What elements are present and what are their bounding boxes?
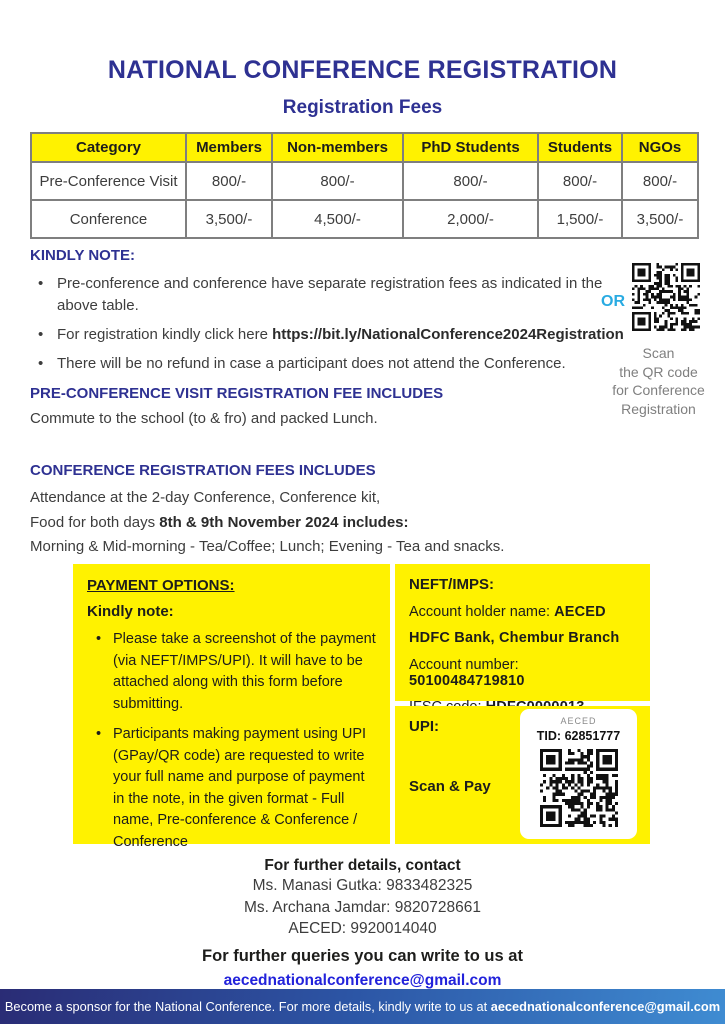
- list-item: • For registration kindly click here https://bit.ly/NationalConference2024Registration: [30, 324, 630, 346]
- payment-options-heading: PAYMENT OPTIONS:: [87, 577, 235, 594]
- footer-email-link[interactable]: aecednationalconference@gmail.com: [490, 999, 721, 1014]
- contact-heading: For further details, contact: [264, 857, 461, 874]
- fee-cell: 800/-: [272, 162, 403, 200]
- footer-text: Become a sponsor for the National Conference. For more details, kindly write to us at: [4, 999, 491, 1014]
- col-header-category: Category: [31, 133, 186, 162]
- neft-heading: NEFT/IMPS:: [409, 576, 494, 593]
- upi-payment-qr-code: [540, 749, 618, 827]
- registration-fees-table: [30, 132, 699, 239]
- conference-heading: CONFERENCE REGISTRATION FEES INCLUDES: [30, 462, 376, 479]
- fee-cell: 3,500/-: [622, 200, 698, 238]
- fee-cell: 800/-: [186, 162, 272, 200]
- sponsor-footer-bar: [0, 989, 725, 1024]
- kindly-note-section: [30, 247, 630, 382]
- upi-box: [395, 706, 650, 844]
- fee-cell: 1,500/-: [538, 200, 622, 238]
- conference-includes-line: Food for both days 8th & 9th November 2024 includes:: [30, 513, 409, 531]
- conference-includes-line: Morning & Mid-morning - Tea/Coffee; Lunch; Evening - Tea and snacks.: [30, 538, 505, 555]
- upi-qr-card: [520, 709, 637, 839]
- list-item: • Participants making payment using UPI (GPay/QR code) are requested to write your full name and purpose of payment in the note, in the given format - Full name, Pre-conference & Conference / Conference: [87, 724, 376, 853]
- payment-options-box: [73, 564, 390, 850]
- pre-conference-heading: PRE-CONFERENCE VISIT REGISTRATION FEE INCLUDES: [30, 385, 444, 402]
- conference-includes-section: [30, 462, 670, 560]
- registration-link[interactable]: https://bit.ly/NationalConference2024Registration: [272, 326, 624, 343]
- contact-email-link[interactable]: aecednationalconference@gmail.com: [223, 971, 502, 989]
- row-category: Conference: [31, 200, 186, 238]
- pre-conference-includes-section: [30, 385, 630, 427]
- fee-cell: 3,500/-: [186, 200, 272, 238]
- fee-cell: 4,500/-: [272, 200, 403, 238]
- contact-section: [0, 857, 725, 990]
- page-title: NATIONAL CONFERENCE REGISTRATION: [107, 56, 618, 84]
- upi-tid: TID: 62851777: [536, 729, 621, 743]
- contact-line: Ms. Archana Jamdar: 9820728661: [244, 898, 481, 916]
- upi-card-title: AECED: [560, 716, 597, 726]
- fee-cell: 800/-: [538, 162, 622, 200]
- col-header-non-members: Non-members: [272, 133, 403, 162]
- pre-conference-body: Commute to the school (to & fro) and packed Lunch.: [30, 410, 378, 427]
- kindly-note-list: [30, 273, 630, 375]
- row-category: Pre-Conference Visit: [31, 162, 186, 200]
- col-header-members: Members: [186, 133, 272, 162]
- or-label: OR: [601, 293, 625, 310]
- neft-imps-box: [395, 564, 650, 701]
- list-item: • There will be no refund in case a participant does not attend the Conference.: [30, 353, 630, 375]
- page-subtitle: Registration Fees: [282, 97, 443, 118]
- fee-cell: 2,000/-: [403, 200, 538, 238]
- table-row: [31, 162, 698, 200]
- conference-includes-line: Attendance at the 2-day Conference, Conference kit,: [30, 489, 381, 506]
- col-header-ngos: NGOs: [622, 133, 698, 162]
- queries-heading: For further queries you can write to us at: [202, 946, 523, 965]
- table-row: [31, 200, 698, 238]
- col-header-students: Students: [538, 133, 622, 162]
- qr-caption: Scan the QR code for Conference Registration: [612, 345, 705, 417]
- account-holder-line: Account holder name: AECED: [409, 603, 606, 620]
- kindly-note-heading: KINDLY NOTE:: [30, 247, 136, 264]
- upi-heading: UPI:: [409, 718, 439, 735]
- col-header-phd-students: PhD Students: [403, 133, 538, 162]
- conference-registration-qr-code: [632, 263, 700, 331]
- payment-kindly-note-label: Kindly note:: [87, 603, 174, 620]
- account-number-line: Account number: 50100484719810: [409, 656, 525, 689]
- list-item: • Please take a screenshot of the payment (via NEFT/IMPS/UPI). It will have to be attached along with this form before submitting.: [87, 629, 376, 715]
- list-item: • Pre-conference and conference have separate registration fees as indicated in the above table.: [30, 273, 630, 317]
- fee-cell: 800/-: [403, 162, 538, 200]
- fee-cell: 800/-: [622, 162, 698, 200]
- contact-line: AECED: 9920014040: [288, 920, 437, 937]
- table-header-row: [31, 133, 698, 162]
- scan-and-pay-label: Scan & Pay: [409, 778, 491, 795]
- contact-line: Ms. Manasi Gutka: 9833482325: [252, 877, 473, 894]
- bank-line: HDFC Bank, Chembur Branch: [409, 630, 620, 646]
